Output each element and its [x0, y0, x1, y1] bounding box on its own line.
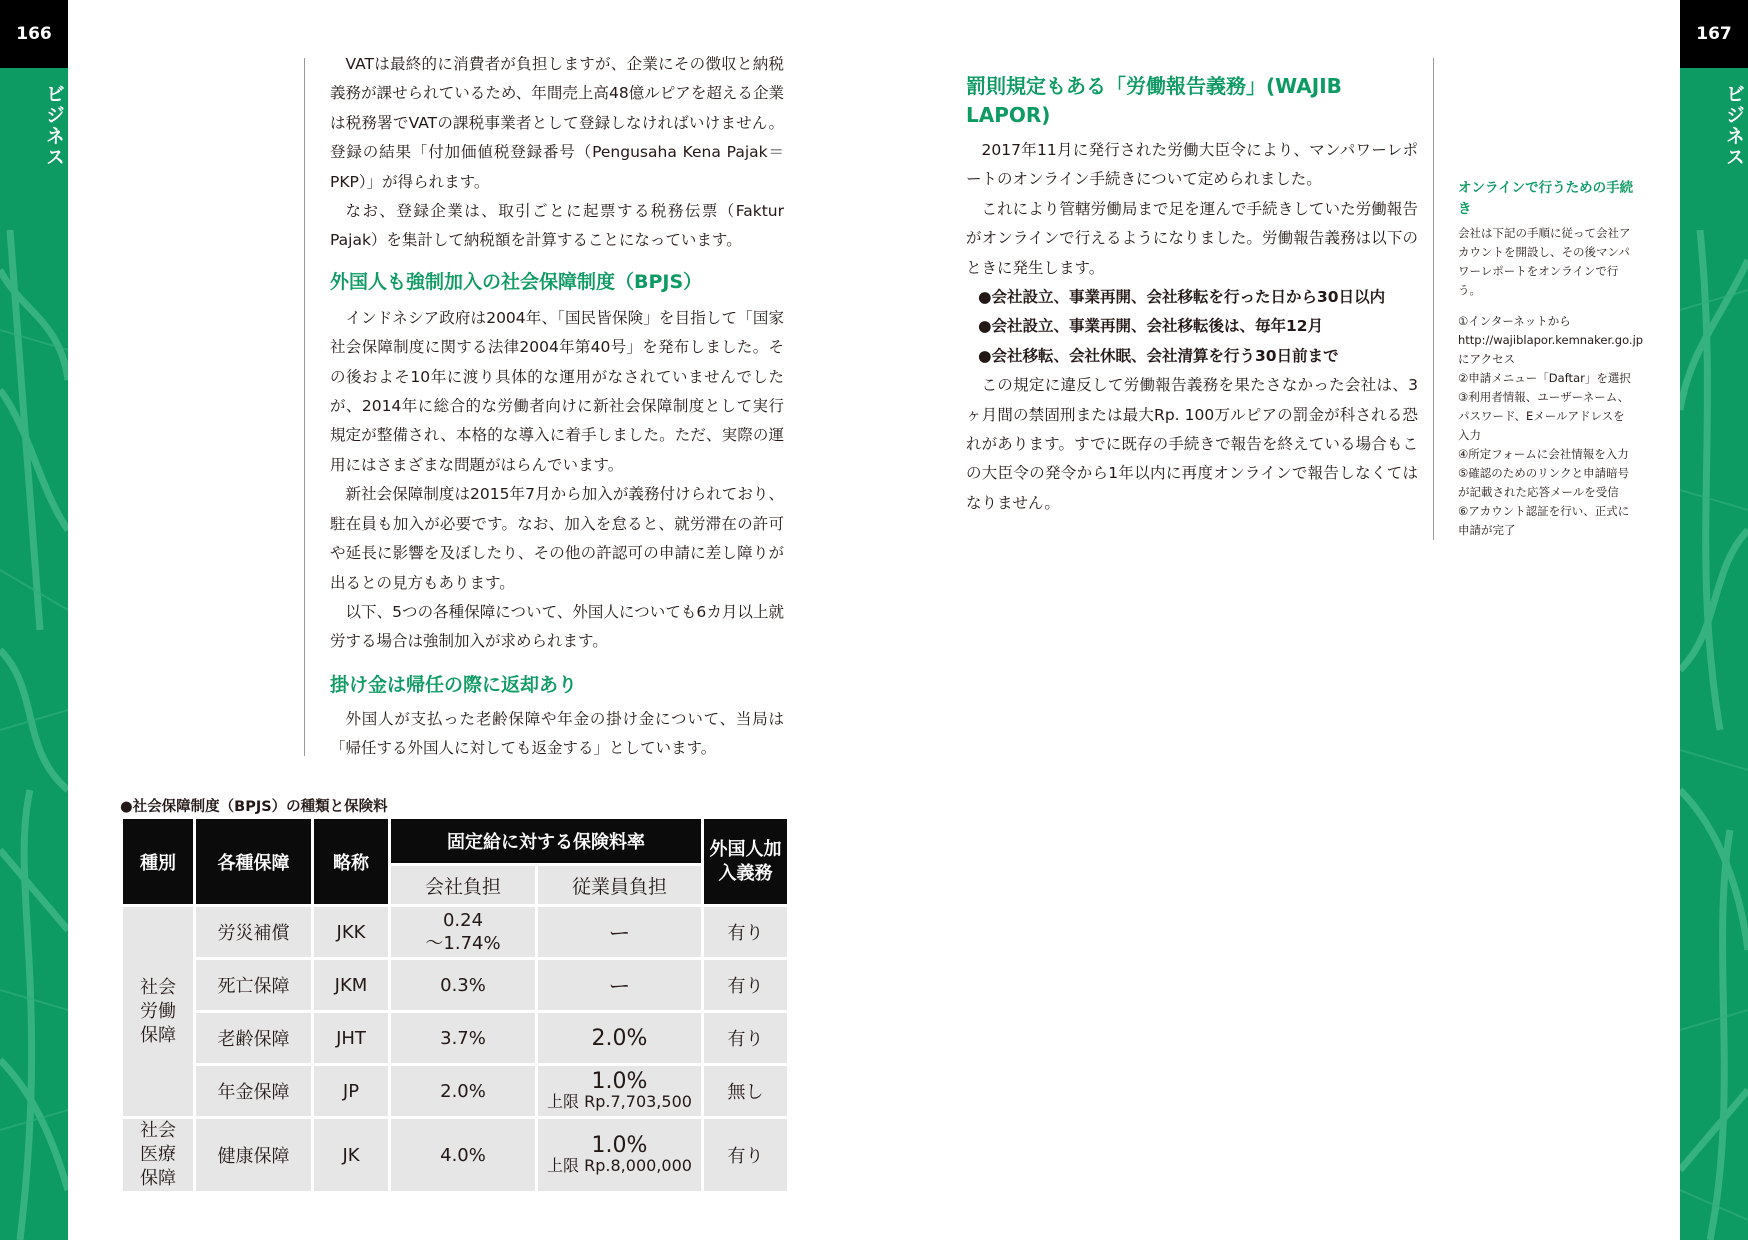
- paragraph-ministerial-decree: 2017年11月に発行された労働大臣令により、マンパワーレポートのオンライン手続きについて定められました。: [966, 141, 1418, 189]
- left-section-label: ビジネス: [43, 84, 65, 168]
- left-side-strip: [0, 0, 68, 1240]
- map-pattern-icon: [1680, 230, 1748, 1240]
- right-column-rule: [1433, 58, 1434, 540]
- company-rate: 0.24 ～1.74%: [391, 907, 535, 957]
- paragraph-vat: VATは最終的に消費者が負担しますが、企業にその徴収と納税義務が課せられているため、年間売上高48億ルピアを超える企業は税務署でVATの課税事業者として登録しなければいけません。登録の結果「付加価値税登録番号（Pengusaha Kena Pajak＝PKP）」が得られます。: [330, 55, 784, 191]
- paragraph-penalty: この規定に違反して労働報告義務を果たさなかった会社は、3ヶ月間の禁固刑または最大Rp. 100万ルピアの罰金が科される恐れがあります。すでに既存の手続きで報告を終えている場合もこの大臣令の発令から1年以内に再度オンラインで報告しなくてはなりません。: [966, 376, 1418, 512]
- heading-bpjs: 外国人も強制加入の社会保障制度（BPJS）: [330, 270, 703, 293]
- foreigner-required: 有り: [704, 960, 787, 1010]
- bullet-item: ●会社設立、事業再開、会社移転を行った日から30日以内: [978, 288, 1386, 307]
- sidenote-step: ④所定フォームに会社情報を入力: [1458, 447, 1629, 461]
- company-rate: 4.0%: [391, 1119, 535, 1191]
- group-label: 社会労働保障: [123, 907, 193, 1116]
- sidenote-step: ③利用者情報、ユーザーネーム、パスワード、Eメールアドレスを入力: [1458, 390, 1630, 442]
- table-title: ●社会保障制度（BPJS）の種類と保険料: [120, 799, 388, 815]
- paragraph-refund: 外国人が支払った老齢保障や年金の掛け金について、当局は「帰任する外国人に対しても返金する」としています。: [330, 709, 784, 758]
- employee-rate-cell: [538, 1066, 701, 1116]
- table-row: [123, 1013, 787, 1063]
- sidenote-step: ⑥アカウント認証を行い、正式に申請が完了: [1458, 504, 1630, 537]
- employee-rate: 2.0%: [538, 1013, 701, 1063]
- header-company: 会社負担: [391, 866, 535, 904]
- heading-wajib-lapor: 罰則規定もある「労働報告義務」(WAJIB LAPOR): [966, 74, 1342, 127]
- coverage-abbr: JHT: [314, 1013, 388, 1063]
- sidenote-step: ②申請メニュー「Daftar」を選択: [1458, 371, 1631, 385]
- coverage-name: 死亡保障: [196, 960, 311, 1010]
- company-rate: 0.3%: [391, 960, 535, 1010]
- middle-text-column: [966, 72, 1418, 518]
- employee-rate-cap: 上限 Rp.8,000,000: [547, 1156, 692, 1175]
- employee-rate: 1.0%: [591, 1069, 648, 1094]
- bpjs-table: [120, 816, 790, 1194]
- sidenote: [1458, 178, 1644, 540]
- paragraph-online-report: これにより管轄労働局まで足を運んで手続きしていた労働報告がオンラインで行えるようになりました。労働報告義務は以下のときに発生します。: [966, 199, 1418, 277]
- employee-rate: ー: [538, 907, 701, 957]
- company-rate: 3.7%: [391, 1013, 535, 1063]
- right-side-strip: [1680, 0, 1748, 1240]
- bullet-item: ●会社設立、事業再開、会社移転後は、毎年12月: [978, 317, 1324, 336]
- right-page-number: 167: [1680, 0, 1748, 68]
- table-row: [123, 1119, 787, 1191]
- left-text-column: [330, 50, 784, 764]
- coverage-name: 労災補償: [196, 907, 311, 957]
- sidenote-step: ①インターネットからhttp://wajiblapor.kemnaker.go.jpにアクセス: [1458, 314, 1644, 366]
- table-row: [123, 960, 787, 1010]
- left-column-rule: [304, 58, 305, 756]
- header-rate-group: 固定給に対する保険料率: [391, 819, 701, 863]
- company-rate: 2.0%: [391, 1066, 535, 1116]
- right-section-label: ビジネス: [1723, 84, 1745, 168]
- employee-rate: ー: [538, 960, 701, 1010]
- table-row: [123, 907, 787, 957]
- coverage-name: 健康保障: [196, 1119, 311, 1191]
- employee-rate: 1.0%: [591, 1133, 648, 1158]
- table-row: [123, 1066, 787, 1116]
- paragraph-bpjs-history: インドネシア政府は2004年、「国民皆保険」を目指して「国家社会保障制度に関する法律2004年第40号」を発布しました。その後およそ10年に渡り具体的な運用がなされていませんでしたが、2014年に総合的な労働者向けに新社会保障制度として実行規定が整備され、本格的な導入に着手しました。ただ、実際の運用にはさまざまな問題がはらんでいます。: [330, 308, 784, 474]
- header-abbr: 略称: [314, 819, 388, 904]
- left-page-number: 166: [0, 0, 68, 68]
- map-pattern-icon: [0, 230, 68, 1240]
- coverage-abbr: JKM: [314, 960, 388, 1010]
- paragraph-faktur: なお、登録企業は、取引ごとに起票する税務伝票（Faktur Pajak）を集計して納税額を計算することになっています。: [330, 202, 784, 250]
- bullet-item: ●会社移転、会社休眠、会社清算を行う30日前まで: [978, 346, 1339, 365]
- heading-refund: 掛け金は帰任の際に返却あり: [330, 673, 578, 696]
- sidenote-intro: 会社は下記の手順に従って会社アカウントを開設し、その後マンパワーレポートをオンラインで行う。: [1458, 226, 1631, 297]
- coverage-abbr: JP: [314, 1066, 388, 1116]
- coverage-abbr: JK: [314, 1119, 388, 1191]
- sidenote-step: ⑤確認のためのリンクと申請暗号が記載された応答メールを受信: [1458, 466, 1630, 499]
- foreigner-required: 有り: [704, 907, 787, 957]
- paragraph-five-coverages: 以下、5つの各種保障について、外国人についても6カ月以上就労する場合は強制加入が求められます。: [330, 602, 784, 651]
- foreigner-required: 有り: [704, 1119, 787, 1191]
- foreigner-required: 有り: [704, 1013, 787, 1063]
- employee-rate-cap: 上限 Rp.7,703,500: [547, 1092, 692, 1111]
- employee-rate-cell: [538, 1119, 701, 1191]
- paragraph-bpjs-mandatory: 新社会保障制度は2015年7月から加入が義務付けられており、駐在員も加入が必要です。なお、加入を怠ると、就労滞在の許可や延長に影響を及ぼしたり、その他の許認可の申請に差し障りが出るとの見方もあります。: [330, 485, 784, 592]
- foreigner-required: 無し: [704, 1066, 787, 1116]
- header-employee: 従業員負担: [538, 866, 701, 904]
- header-coverage: 各種保障: [196, 819, 311, 904]
- header-category: 種別: [123, 819, 193, 904]
- coverage-name: 年金保障: [196, 1066, 311, 1116]
- group-label: 社会医療保障: [123, 1119, 193, 1191]
- coverage-abbr: JKK: [314, 907, 388, 957]
- sidenote-title: オンラインで行うための手続き: [1458, 180, 1634, 217]
- coverage-name: 老齢保障: [196, 1013, 311, 1063]
- header-foreigner: 外国人加入義務: [704, 819, 787, 904]
